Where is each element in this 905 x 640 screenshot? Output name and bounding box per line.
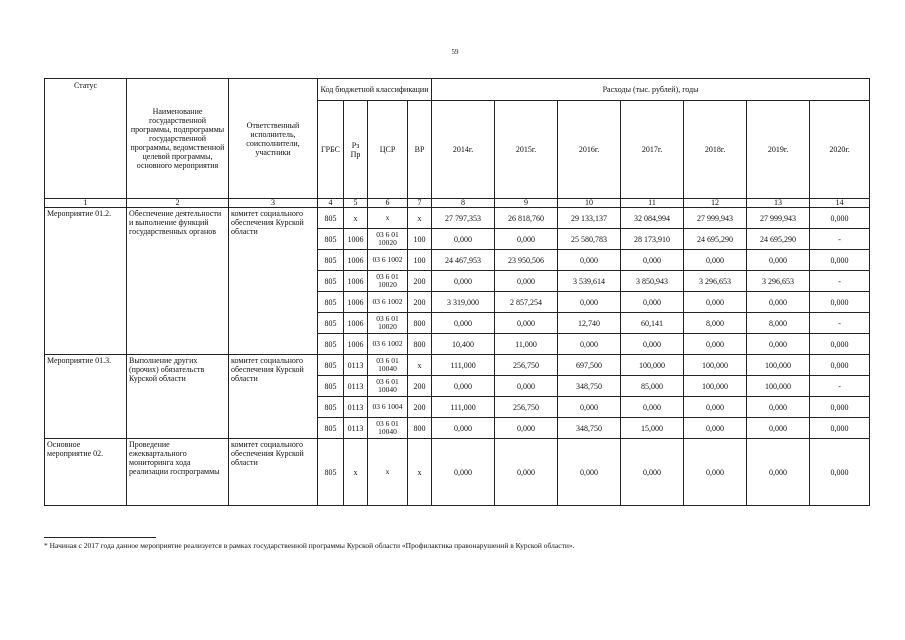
- footnote: * Начиная с 2017 года данное мероприятие реализуется в рамках государственной программы Курской области «Профилактика правонарушений в Курской области».: [44, 541, 575, 550]
- cell-grbs: 805: [318, 439, 344, 506]
- cell-vr: 200: [408, 397, 432, 418]
- cell-grbs: 805: [318, 334, 344, 355]
- cell-grbs: 805: [318, 250, 344, 271]
- cell-amount: 0,000: [684, 439, 747, 506]
- cell-amount: 0,000: [810, 439, 870, 506]
- cell-amount: 0,000: [621, 397, 684, 418]
- cell-amount: 24 695,290: [684, 229, 747, 250]
- cell-amount: 8,000: [747, 313, 810, 334]
- cell-amount: 85,000: [621, 376, 684, 397]
- cell-amount: 0,000: [495, 313, 558, 334]
- cell-amount: 60,141: [621, 313, 684, 334]
- cell-amount: 27 999,943: [747, 208, 810, 229]
- cell-grbs: 805: [318, 355, 344, 376]
- cell-amount: 32 084,994: [621, 208, 684, 229]
- row-name: Проведение ежеквартального мониторинга хода реализации госпрограммы: [127, 439, 229, 506]
- cell-amount: 0,000: [558, 439, 621, 506]
- cell-vr: 800: [408, 418, 432, 439]
- row-name: Обеспечение деятельности и выполнение функций государственных органов: [127, 208, 229, 355]
- header-year: 2020г.: [810, 101, 870, 199]
- header-year: 2017г.: [621, 101, 684, 199]
- cell-amount: 0,000: [810, 250, 870, 271]
- cell-amount: 0,000: [558, 397, 621, 418]
- column-number-row: [45, 199, 870, 208]
- cell-amount: -: [810, 229, 870, 250]
- cell-vr: 200: [408, 292, 432, 313]
- cell-amount: 15,000: [621, 418, 684, 439]
- page-number: 59: [451, 48, 459, 56]
- cell-amount: 3 296,653: [684, 271, 747, 292]
- column-number: 4: [318, 199, 344, 208]
- cell-amount: 0,000: [684, 418, 747, 439]
- cell-amount: 3 539,614: [558, 271, 621, 292]
- header-budget-code: Код бюджетной классификации: [318, 79, 432, 101]
- cell-amount: -: [810, 376, 870, 397]
- header-year: 2015г.: [495, 101, 558, 199]
- cell-csr: 03 6 1002: [368, 334, 408, 355]
- cell-amount: 0,000: [684, 250, 747, 271]
- cell-rzpr: 1006: [344, 250, 368, 271]
- header-expenses: Расходы (тыс. рублей), годы: [432, 79, 870, 101]
- cell-amount: 0,000: [747, 439, 810, 506]
- cell-grbs: 805: [318, 418, 344, 439]
- cell-csr: x: [368, 208, 408, 229]
- cell-amount: 27 999,943: [684, 208, 747, 229]
- cell-amount: 0,000: [747, 418, 810, 439]
- cell-csr: 03 6 01 10020: [368, 229, 408, 250]
- cell-amount: 0,000: [684, 334, 747, 355]
- cell-rzpr: 0113: [344, 397, 368, 418]
- cell-amount: 0,000: [621, 334, 684, 355]
- cell-vr: 800: [408, 313, 432, 334]
- cell-amount: 0,000: [810, 418, 870, 439]
- cell-amount: 256,750: [495, 355, 558, 376]
- cell-csr: 03 6 1004: [368, 397, 408, 418]
- column-number: 8: [432, 199, 495, 208]
- cell-amount: 3 850,943: [621, 271, 684, 292]
- header-csr: ЦСР: [368, 101, 408, 199]
- cell-amount: 256,750: [495, 397, 558, 418]
- cell-amount: 25 580,783: [558, 229, 621, 250]
- cell-amount: 0,000: [810, 292, 870, 313]
- cell-amount: 0,000: [810, 334, 870, 355]
- cell-grbs: 805: [318, 376, 344, 397]
- header-vr: ВР: [408, 101, 432, 199]
- cell-amount: 0,000: [558, 292, 621, 313]
- cell-amount: 0,000: [810, 397, 870, 418]
- cell-amount: 100,000: [621, 355, 684, 376]
- column-number: 7: [408, 199, 432, 208]
- table-row: [45, 355, 870, 376]
- cell-amount: 0,000: [810, 208, 870, 229]
- cell-amount: 100,000: [747, 376, 810, 397]
- cell-vr: 200: [408, 376, 432, 397]
- cell-vr: x: [408, 439, 432, 506]
- row-status: Основное мероприятие 02.: [45, 439, 127, 506]
- cell-amount: 0,000: [495, 439, 558, 506]
- cell-csr: 03 6 01 10040: [368, 376, 408, 397]
- cell-amount: 11,000: [495, 334, 558, 355]
- cell-amount: 0,000: [684, 292, 747, 313]
- cell-amount: 0,000: [495, 229, 558, 250]
- header-year: 2019г.: [747, 101, 810, 199]
- footnote-divider: [44, 537, 156, 538]
- cell-amount: 0,000: [684, 397, 747, 418]
- cell-amount: 111,000: [432, 355, 495, 376]
- cell-amount: 100,000: [684, 376, 747, 397]
- cell-csr: 03 6 01 10020: [368, 313, 408, 334]
- column-number: 5: [344, 199, 368, 208]
- cell-rzpr: 0113: [344, 376, 368, 397]
- header-year: 2016г.: [558, 101, 621, 199]
- column-number: 10: [558, 199, 621, 208]
- row-responsible: комитет социального обеспечения Курской области: [229, 208, 318, 355]
- cell-amount: 24 695,290: [747, 229, 810, 250]
- cell-amount: 10,400: [432, 334, 495, 355]
- cell-grbs: 805: [318, 292, 344, 313]
- table-row: [45, 439, 870, 506]
- cell-amount: 0,000: [621, 250, 684, 271]
- header-status: Статус: [45, 79, 127, 199]
- cell-vr: 100: [408, 229, 432, 250]
- cell-amount: 0,000: [432, 271, 495, 292]
- cell-csr: 03 6 01 10020: [368, 271, 408, 292]
- header-year: 2018г.: [684, 101, 747, 199]
- cell-amount: 26 818,760: [495, 208, 558, 229]
- cell-grbs: 805: [318, 397, 344, 418]
- cell-rzpr: 0113: [344, 355, 368, 376]
- column-number: 9: [495, 199, 558, 208]
- cell-grbs: 805: [318, 229, 344, 250]
- cell-amount: 0,000: [558, 250, 621, 271]
- column-number: 1: [45, 199, 127, 208]
- cell-amount: 2 857,254: [495, 292, 558, 313]
- header-grbs: ГРБС: [318, 101, 344, 199]
- column-number: 6: [368, 199, 408, 208]
- row-status: Мероприятие 01.3.: [45, 355, 127, 439]
- cell-grbs: 805: [318, 271, 344, 292]
- column-number: 2: [127, 199, 229, 208]
- cell-amount: 348,750: [558, 376, 621, 397]
- cell-amount: 0,000: [747, 250, 810, 271]
- row-responsible: комитет социального обеспечения Курской области: [229, 439, 318, 506]
- cell-rzpr: 1006: [344, 292, 368, 313]
- row-responsible: комитет социального обеспечения Курской области: [229, 355, 318, 439]
- cell-vr: x: [408, 208, 432, 229]
- cell-grbs: 805: [318, 313, 344, 334]
- cell-rzpr: 1006: [344, 313, 368, 334]
- header-rzpr: Рз Пр: [344, 101, 368, 199]
- cell-amount: -: [810, 313, 870, 334]
- column-number: 14: [810, 199, 870, 208]
- cell-amount: 0,000: [495, 376, 558, 397]
- cell-csr: 03 6 01 10040: [368, 355, 408, 376]
- cell-amount: 3 296,653: [747, 271, 810, 292]
- cell-amount: -: [810, 271, 870, 292]
- cell-amount: 0,000: [621, 439, 684, 506]
- cell-amount: 28 173,910: [621, 229, 684, 250]
- cell-amount: 0,000: [432, 376, 495, 397]
- cell-amount: 348,750: [558, 418, 621, 439]
- cell-amount: 24 467,953: [432, 250, 495, 271]
- column-number: 12: [684, 199, 747, 208]
- cell-rzpr: x: [344, 439, 368, 506]
- cell-amount: 29 133,137: [558, 208, 621, 229]
- cell-amount: 0,000: [495, 271, 558, 292]
- column-number: 3: [229, 199, 318, 208]
- cell-amount: 0,000: [432, 313, 495, 334]
- column-number: 13: [747, 199, 810, 208]
- column-number: 11: [621, 199, 684, 208]
- cell-csr: x: [368, 439, 408, 506]
- table-row: [45, 208, 870, 229]
- cell-amount: 0,000: [747, 334, 810, 355]
- cell-amount: 0,000: [810, 355, 870, 376]
- cell-amount: 0,000: [747, 397, 810, 418]
- cell-amount: 100,000: [684, 355, 747, 376]
- cell-vr: 800: [408, 334, 432, 355]
- cell-rzpr: 1006: [344, 271, 368, 292]
- budget-table: [44, 78, 870, 506]
- cell-csr: 03 6 01 10040: [368, 418, 408, 439]
- cell-amount: 100,000: [747, 355, 810, 376]
- cell-rzpr: 1006: [344, 229, 368, 250]
- cell-amount: 111,000: [432, 397, 495, 418]
- cell-vr: x: [408, 355, 432, 376]
- cell-amount: 0,000: [621, 292, 684, 313]
- cell-amount: 0,000: [432, 418, 495, 439]
- cell-amount: 3 319,000: [432, 292, 495, 313]
- header-name: Наименование государственной программы, подпрограммы государственной программы, ведомственной целевой программы, основного мероприятия: [127, 79, 229, 199]
- cell-amount: 0,000: [432, 229, 495, 250]
- cell-rzpr: 0113: [344, 418, 368, 439]
- cell-grbs: 805: [318, 208, 344, 229]
- cell-csr: 03 6 1002: [368, 292, 408, 313]
- row-name: Выполнение других (прочих) обязательств Курской области: [127, 355, 229, 439]
- cell-rzpr: 1006: [344, 334, 368, 355]
- cell-vr: 200: [408, 271, 432, 292]
- cell-amount: 0,000: [558, 334, 621, 355]
- cell-amount: 12,740: [558, 313, 621, 334]
- cell-amount: 0,000: [495, 418, 558, 439]
- cell-amount: 8,000: [684, 313, 747, 334]
- header-responsible: Ответственный исполнитель, соисполнители, участники: [229, 79, 318, 199]
- header-year: 2014г.: [432, 101, 495, 199]
- cell-amount: 23 950,506: [495, 250, 558, 271]
- cell-amount: 27 797,353: [432, 208, 495, 229]
- cell-amount: 0,000: [747, 292, 810, 313]
- row-status: Мероприятие 01.2.: [45, 208, 127, 355]
- cell-rzpr: x: [344, 208, 368, 229]
- cell-vr: 100: [408, 250, 432, 271]
- cell-csr: 03 6 1002: [368, 250, 408, 271]
- cell-amount: 0,000: [432, 439, 495, 506]
- cell-amount: 697,500: [558, 355, 621, 376]
